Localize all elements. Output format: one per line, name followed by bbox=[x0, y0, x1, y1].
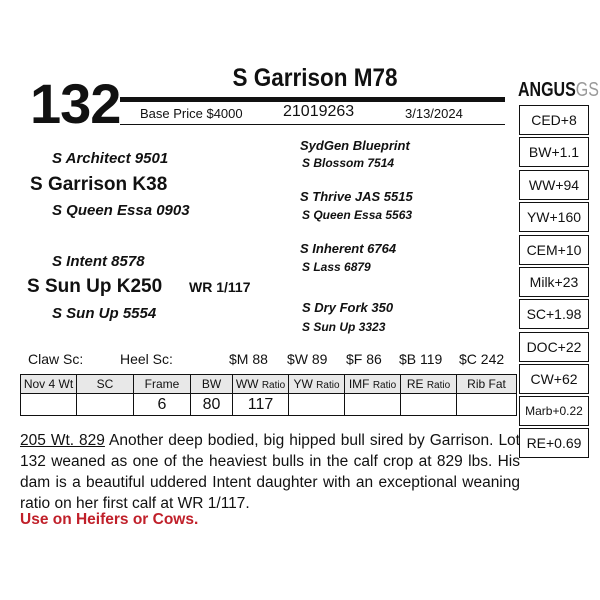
pedigree-dam-sire-sire: S Inherent 6764 bbox=[300, 241, 397, 256]
angus-gs-logo bbox=[518, 80, 599, 100]
index-c: $C 242 bbox=[459, 351, 505, 367]
registration-number: 21019263 bbox=[283, 103, 355, 120]
value-imf-ratio bbox=[345, 394, 401, 416]
re-label: RE bbox=[406, 377, 424, 391]
header-bw: BW bbox=[191, 375, 233, 394]
index-b: $B 119 bbox=[399, 351, 443, 367]
pedigree-sire-sire-dam: S Blossom 7514 bbox=[302, 156, 395, 170]
logo-suffix: GS bbox=[575, 79, 599, 101]
index-f: $F 86 bbox=[346, 351, 382, 367]
epd-yw: YW+160 bbox=[519, 202, 589, 232]
birth-date: 3/13/2024 bbox=[405, 106, 463, 121]
claw-score: Claw Sc: bbox=[28, 351, 84, 367]
yw-ratio-label: Ratio bbox=[316, 380, 340, 391]
heel-score: Heel Sc: bbox=[120, 351, 173, 367]
epd-cem: CEM+10 bbox=[519, 235, 589, 265]
pedigree-sire-sire-sire: SydGen Blueprint bbox=[300, 138, 410, 153]
value-re-ratio bbox=[401, 394, 457, 416]
epd-ww: WW+94 bbox=[519, 170, 589, 200]
imf-label: IMF bbox=[348, 377, 370, 391]
imf-ratio-label: Ratio bbox=[372, 380, 397, 391]
index-w: $W 89 bbox=[287, 351, 328, 367]
info-underline bbox=[120, 124, 505, 125]
header-ww-ratio bbox=[233, 375, 289, 394]
pedigree-sire: S Garrison K38 bbox=[30, 174, 168, 195]
title-divider bbox=[120, 97, 505, 102]
value-bw: 80 bbox=[191, 394, 233, 416]
yw-label: YW bbox=[293, 377, 313, 391]
pedigree-dam-dam: S Sun Up 5554 bbox=[52, 305, 157, 322]
dam-weaning-ratio: WR 1/117 bbox=[189, 279, 251, 295]
value-sc bbox=[77, 394, 134, 416]
header-imf-ratio bbox=[345, 375, 401, 394]
pedigree-dam-sire: S Intent 8578 bbox=[52, 253, 145, 270]
value-frame: 6 bbox=[134, 394, 191, 416]
pedigree-dam-sire-dam: S Lass 6879 bbox=[302, 260, 371, 274]
value-rib-fat bbox=[457, 394, 517, 416]
performance-table bbox=[20, 374, 517, 416]
header-sc: SC bbox=[77, 375, 134, 394]
value-nov-wt bbox=[21, 394, 77, 416]
performance-header-row bbox=[21, 375, 517, 394]
value-yw-ratio bbox=[289, 394, 345, 416]
header-rib-fat: Rib Fat bbox=[457, 375, 517, 394]
animal-name: S Garrison M78 bbox=[232, 64, 398, 92]
epd-cw: CW+62 bbox=[519, 364, 589, 394]
use-recommendation: Use on Heifers or Cows. bbox=[20, 511, 199, 528]
epd-doc: DOC+22 bbox=[519, 332, 589, 362]
value-ww-ratio: 117 bbox=[233, 394, 289, 416]
pedigree-dam-dam-sire: S Dry Fork 350 bbox=[302, 300, 394, 315]
lot-comments bbox=[20, 430, 520, 514]
pedigree-sire-sire: S Architect 9501 bbox=[52, 150, 169, 167]
header-yw-ratio bbox=[289, 375, 345, 394]
epd-re: RE+0.69 bbox=[519, 428, 589, 458]
pedigree-sire-dam: S Queen Essa 0903 bbox=[52, 202, 190, 219]
epd-marb: Marb+0.22 bbox=[519, 396, 589, 426]
performance-value-row bbox=[21, 394, 517, 416]
pedigree-sire-dam-sire: S Thrive JAS 5515 bbox=[300, 189, 413, 204]
epd-bw: BW+1.1 bbox=[519, 137, 589, 167]
lot-number: 132 bbox=[30, 72, 121, 135]
base-price: Base Price $4000 bbox=[140, 106, 243, 121]
comment-text: Another deep bodied, big hipped bull sired by Garrison. Lot 132 weaned as one of the heaviest bulls in the calf crop at 829 lbs. His dam is a beautiful uddered Intent daughter with an exceptional weaning ratio on her first calf at WR 1/117. bbox=[20, 432, 520, 512]
re-ratio-label: Ratio bbox=[426, 380, 451, 391]
comment-weights: 205 Wt. 829 bbox=[20, 432, 105, 449]
header-re-ratio bbox=[401, 375, 457, 394]
ww-ratio-label: Ratio bbox=[261, 380, 286, 391]
header-frame: Frame bbox=[134, 375, 191, 394]
pedigree-dam-dam-dam: S Sun Up 3323 bbox=[302, 320, 386, 334]
epd-ced: CED+8 bbox=[519, 105, 589, 135]
epd-milk: Milk+23 bbox=[519, 267, 589, 297]
header-nov-wt: Nov 4 Wt bbox=[21, 375, 77, 394]
epd-sc: SC+1.98 bbox=[519, 299, 589, 329]
ww-label: WW bbox=[235, 377, 259, 391]
index-m: $M 88 bbox=[229, 351, 268, 367]
logo-main: ANGUS bbox=[518, 79, 576, 101]
pedigree-dam: S Sun Up K250 bbox=[27, 276, 163, 297]
pedigree-sire-dam-dam: S Queen Essa 5563 bbox=[302, 208, 413, 222]
